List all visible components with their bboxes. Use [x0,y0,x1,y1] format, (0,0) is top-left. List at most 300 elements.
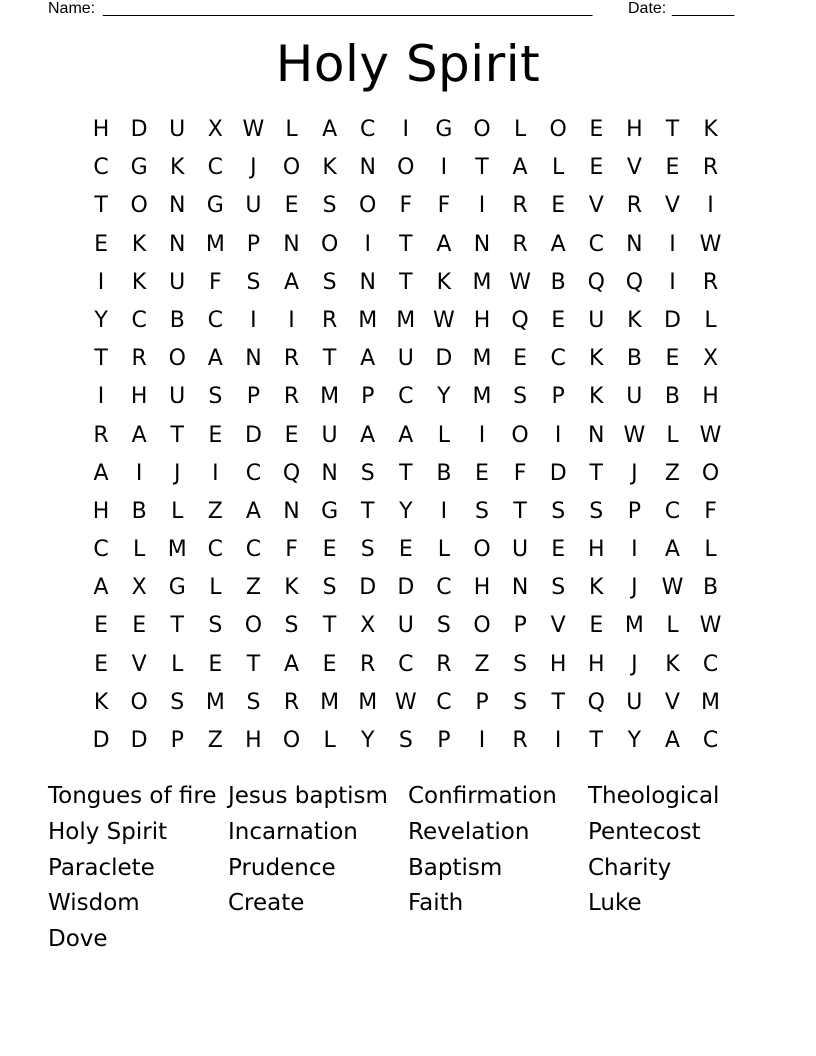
grid-cell: T [399,269,413,295]
grid-cell: K [284,575,299,601]
grid-cell: I [97,269,105,295]
grid-cell: E [665,346,680,372]
grid-cell: Y [437,384,451,410]
grid-cell: L [133,537,146,563]
grid-cell: K [589,384,604,410]
grid-cell: Y [94,307,108,333]
grid-cell: X [360,613,376,639]
grid-cell: Z [207,728,223,753]
grid-cell: U [245,193,262,219]
grid-cell: I [440,498,448,524]
name-label: Name: [48,0,96,17]
grid-cell: H [130,384,148,410]
grid-cell: I [478,728,486,753]
grid-cell: J [173,460,181,486]
grid-cell: H [626,117,643,142]
grid-cell: H [473,307,491,333]
grid-cell: I [669,231,676,257]
grid-cell: T [322,346,337,372]
word-list-item: Create [228,890,305,917]
grid-cell: E [551,537,566,563]
grid-cell: L [323,728,336,753]
grid-cell: T [551,689,565,715]
grid-cell: C [131,307,147,333]
grid-cell: L [666,422,679,448]
grid-cell: T [170,613,184,639]
grid-cell: A [436,231,452,257]
grid-cell: T [399,460,413,486]
grid-cell: H [702,384,719,410]
grid-cell: W [509,269,531,295]
grid-cell: A [131,422,147,448]
grid-cell: P [437,728,451,753]
grid-cell: U [321,422,338,448]
date-label: Date: [628,0,667,17]
grid-cell: I [97,384,105,410]
grid-cell: E [589,613,604,639]
grid-cell: E [475,460,489,486]
grid-cell: L [209,575,222,601]
grid-cell: V [550,613,566,639]
grid-cell: C [398,651,414,677]
grid-cell: G [206,193,224,219]
grid-cell: I [707,193,714,219]
grid-cell: L [552,155,565,181]
grid-cell: E [208,651,223,677]
grid-cell: N [169,231,186,257]
grid-cell: P [246,384,261,410]
grid-cell: S [208,384,223,410]
grid-cell: I [478,193,486,219]
grid-cell: S [322,575,337,601]
grid-cell: F [399,193,413,219]
grid-cell: L [437,422,451,448]
grid-cell: R [436,651,452,677]
header [48,0,748,20]
grid-cell: S [398,728,413,753]
grid-cell: M [320,689,340,715]
grid-cell: Z [207,498,223,524]
grid-cell: G [168,575,186,601]
grid-cell: N [283,231,300,257]
grid-cell: O [701,460,720,486]
grid-cell: U [512,537,529,563]
grid-cell: N [283,498,300,524]
grid-cell: O [473,537,491,563]
grid-cell: N [359,269,376,295]
word-list-item: Baptism [408,854,503,881]
grid-cell: I [250,307,257,333]
grid-cell: O [282,155,301,181]
grid-cell: K [665,651,680,677]
grid-cell: R [702,269,719,295]
grid-cell: W [699,422,722,448]
grid-cell: X [207,117,223,142]
grid-cell: C [436,575,452,601]
grid-cell: B [131,498,147,524]
grid-cell: D [130,117,148,142]
grid-cell: T [513,498,527,524]
grid-cell: A [93,460,109,486]
grid-cell: N [588,422,605,448]
grid-cell: Q [587,269,605,295]
grid-cell: Q [282,460,301,486]
grid-cell: S [513,689,528,715]
grid-cell: M [167,537,187,563]
grid-cell: I [135,460,143,486]
grid-cell: C [207,155,224,181]
grid-cell: P [361,384,375,410]
grid-cell: D [397,575,415,601]
word-list-item: Faith [408,890,464,917]
grid-cell: C [93,155,109,181]
grid-cell: L [666,613,679,639]
word-list-item: Revelation [408,818,530,845]
grid-cell: A [283,269,300,295]
grid-cell: H [587,537,605,563]
grid-cell: K [627,307,642,333]
grid-cell: A [245,498,261,524]
grid-cell: C [436,689,452,715]
grid-cell: I [554,422,562,448]
grid-cell: F [513,460,527,486]
grid-cell: S [322,269,337,295]
grid-cell: M [358,307,378,333]
grid-cell: N [511,575,529,601]
grid-cell: R [283,346,300,372]
grid-cell: E [132,613,147,639]
grid-cell: E [94,651,108,677]
grid-cell: K [703,117,718,142]
grid-cell: C [207,537,224,563]
grid-cell: T [246,651,261,677]
grid-cell: E [551,193,566,219]
grid-cell: S [170,689,185,715]
grid-cell: O [473,117,491,142]
grid-cell: C [702,651,719,677]
grid-cell: P [627,498,641,524]
grid-cell: R [702,155,719,181]
grid-cell: P [170,728,184,753]
grid-cell: G [435,117,453,142]
grid-cell: A [512,155,528,181]
grid-cell: N [473,231,491,257]
word-list [48,779,768,958]
grid-cell: B [169,307,185,333]
grid-cell: T [589,728,603,753]
grid-cell: O [320,231,339,257]
grid-cell: M [624,613,644,639]
grid-cell: U [588,307,605,333]
grid-cell: T [475,155,489,181]
grid-cell: N [626,231,643,257]
grid-cell: M [358,689,378,715]
grid-cell: O [549,117,567,142]
grid-cell: M [472,269,492,295]
grid-cell: E [513,346,528,372]
grid-cell: U [397,346,414,372]
grid-cell: H [587,651,605,677]
grid-cell: K [589,346,604,372]
grid-cell: E [589,117,604,142]
grid-cell: H [92,498,110,524]
grid-cell: O [359,193,377,219]
grid-cell: O [511,422,529,448]
grid-cell: B [626,346,642,372]
grid-cell: E [284,422,299,448]
grid-cell: U [169,269,186,295]
grid-cell: V [131,651,147,677]
grid-cell: D [92,728,110,753]
grid-cell: A [322,117,338,142]
grid-cell: Z [474,651,490,677]
grid-cell: R [512,231,528,257]
grid-cell: T [170,422,184,448]
word-list-item: Charity [588,854,672,881]
date-field[interactable]: _______ [672,0,735,17]
grid-cell: T [665,117,680,142]
grid-cell: S [284,613,299,639]
grid-cell: W [699,613,722,639]
grid-cell: D [549,460,567,486]
grid-cell: I [364,231,371,257]
grid-cell: L [704,307,717,333]
grid-cell: L [285,117,298,142]
grid-cell: A [398,422,414,448]
grid-cell: D [663,307,681,333]
grid-cell: B [664,384,680,410]
grid-cell: T [94,193,108,219]
grid-cell: M [472,384,492,410]
grid-cell: Y [399,498,413,524]
grid-cell: E [551,307,566,333]
grid-cell: B [703,575,719,601]
grid-cell: M [396,307,416,333]
grid-cell: P [551,384,565,410]
grid-cell: G [321,498,339,524]
grid-cell: V [664,193,680,219]
grid-cell: I [288,307,295,333]
grid-cell: C [245,460,262,486]
grid-cell: S [475,498,489,524]
grid-cell: I [402,117,410,142]
grid-cell: H [549,651,567,677]
grid-cell: N [321,460,338,486]
grid-cell: F [704,498,717,524]
grid-cell: A [664,537,680,563]
grid-cell: T [360,498,375,524]
grid-cell: O [130,193,148,219]
grid-cell: L [704,537,717,563]
grid-cell: S [360,460,375,486]
grid-cell: I [554,728,562,753]
grid-cell: O [473,613,491,639]
grid-cell: V [626,155,642,181]
grid-cell: E [398,537,413,563]
grid-cell: W [394,689,417,715]
grid-cell: C [664,498,681,524]
grid-cell: X [131,575,147,601]
grid-cell: L [513,117,527,142]
word-list-item: Wisdom [48,890,140,917]
grid-cell: P [475,689,489,715]
grid-cell: T [399,231,413,257]
grid-cell: E [208,422,223,448]
word-list-item: Pentecost [588,818,701,845]
grid-cell: U [626,689,643,715]
word-list-item: Jesus baptism [228,783,388,809]
grid-cell: J [631,460,638,486]
grid-cell: K [131,269,147,295]
grid-cell: B [436,460,452,486]
grid-cell: M [205,231,225,257]
grid-cell: S [246,269,261,295]
grid-cell: T [589,460,603,486]
grid-cell: R [283,689,300,715]
grid-cell: E [322,651,337,677]
grid-cell: I [212,460,219,486]
grid-cell: R [283,384,300,410]
word-list-item: Incarnation [228,818,358,845]
grid-cell: C [245,537,262,563]
grid-cell: K [170,155,185,181]
grid-cell: U [169,117,186,142]
grid-cell: E [94,231,108,257]
grid-cell: F [209,269,222,295]
grid-cell: L [171,651,184,677]
grid-cell: H [245,728,262,753]
grid-cell: C [550,346,566,372]
word-list-item: Dove [48,926,108,953]
grid-cell: C [588,231,604,257]
grid-cell: Y [360,728,375,753]
grid-cell: D [244,422,262,448]
grid-cell: X [703,346,719,372]
grid-cell: E [589,155,604,181]
grid-cell: S [322,193,337,219]
name-field[interactable]: _______________________________________________________ [103,0,593,17]
grid-cell: O [397,155,415,181]
letter-grid [82,111,730,760]
grid-cell: V [664,689,680,715]
grid-cell: K [322,155,337,181]
grid-cell: K [436,269,452,295]
grid-cell: S [513,651,528,677]
grid-cell: S [589,498,604,524]
grid-cell: A [550,231,566,257]
grid-cell: K [589,575,604,601]
grid-cell: S [551,575,566,601]
grid-cell: A [360,346,376,372]
grid-cell: D [359,575,377,601]
grid-cell: S [513,384,528,410]
grid-cell: O [168,346,186,372]
grid-cell: O [244,613,263,639]
grid-cell: R [626,193,642,219]
word-list-item: Theological [588,783,720,809]
grid-cell: T [322,613,337,639]
grid-cell: S [551,498,566,524]
grid-cell: W [433,307,455,333]
grid-cell: I [631,537,638,563]
grid-cell: Q [511,307,529,333]
grid-cell: C [398,384,414,410]
grid-cell: L [171,498,184,524]
grid-cell: J [250,155,257,181]
grid-cell: F [437,193,451,219]
grid-cell: C [93,537,109,563]
grid-cell: W [661,575,684,601]
word-list-item: Tongues of fire [48,783,217,809]
grid-cell: Y [627,728,642,753]
grid-cell: R [321,307,338,333]
grid-cell: H [473,575,491,601]
grid-cell: M [701,689,721,715]
grid-cell: Z [664,460,680,486]
grid-cell: K [93,689,109,715]
grid-cell: A [360,422,376,448]
grid-cell: M [472,346,492,372]
grid-cell: P [513,613,527,639]
grid-cell: U [626,384,643,410]
grid-cell: N [245,346,262,372]
word-list-item: Confirmation [408,783,557,809]
grid-cell: S [360,537,375,563]
grid-cell: U [397,613,414,639]
grid-cell: P [246,231,261,257]
grid-cell: E [322,537,337,563]
word-list-item: Prudence [228,854,336,881]
word-list-item: Holy Spirit [48,818,168,845]
grid-cell: E [94,613,108,639]
grid-cell: A [664,728,680,753]
grid-cell: I [669,269,676,295]
grid-cell: I [478,422,486,448]
grid-cell: Q [625,269,644,295]
grid-cell: Z [245,575,261,601]
grid-cell: C [702,728,719,753]
grid-cell: K [131,231,147,257]
grid-cell: C [360,117,376,142]
grid-cell: F [285,537,298,563]
grid-cell: N [169,193,186,219]
grid-cell: J [631,651,638,677]
grid-cell: N [359,155,376,181]
grid-cell: D [130,728,148,753]
grid-cell: R [93,422,109,448]
grid-cell: R [512,728,528,753]
grid-cell: R [360,651,376,677]
grid-cell: A [207,346,223,372]
grid-cell: G [130,155,148,181]
grid-cell: E [665,155,680,181]
grid-cell: S [246,689,261,715]
grid-cell: A [283,651,300,677]
grid-cell: A [93,575,109,601]
grid-cell: S [436,613,451,639]
grid-cell: W [623,422,646,448]
grid-cell: T [94,346,108,372]
grid-cell: O [282,728,301,753]
grid-cell: W [242,117,265,142]
word-list-item: Paraclete [48,854,155,881]
grid-cell: S [208,613,223,639]
grid-cell: R [131,346,147,372]
grid-cell: Q [587,689,605,715]
grid-cell: J [631,575,638,601]
grid-cell: H [92,117,110,142]
grid-cell: O [130,689,148,715]
